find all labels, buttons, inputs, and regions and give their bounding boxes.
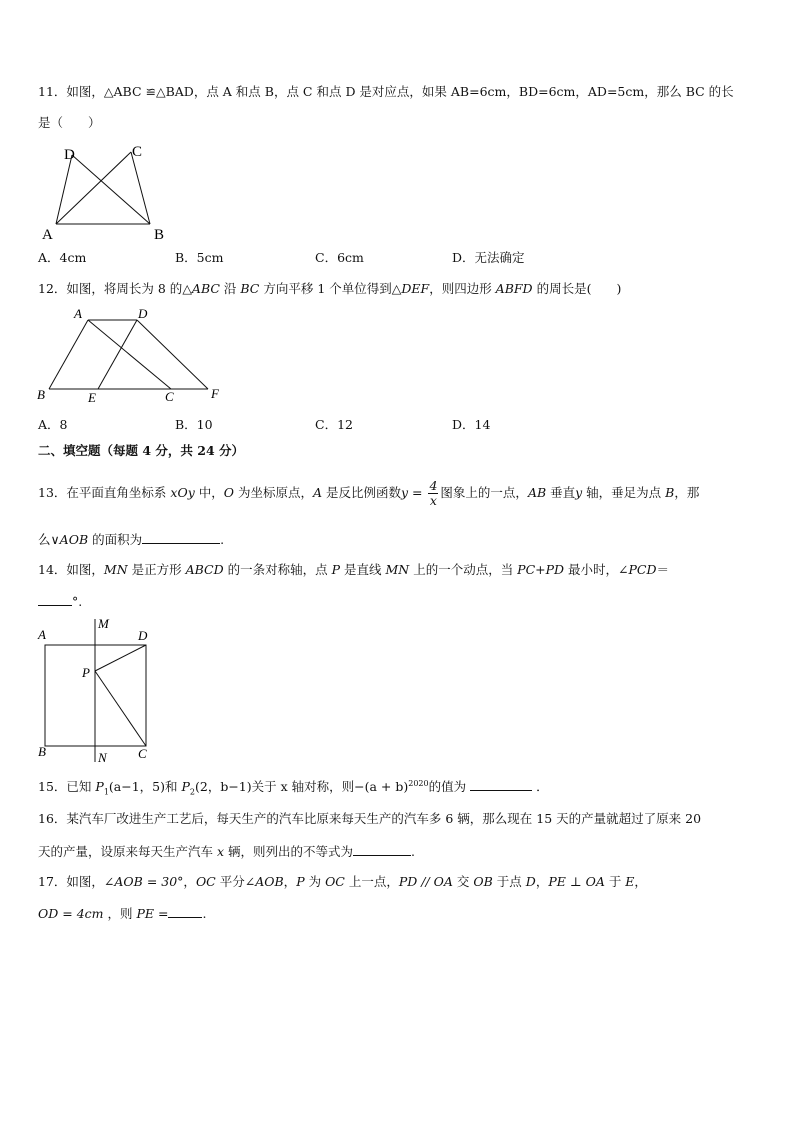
q17-stem-line1: 17．如图，∠AOB = 30°，OC 平分∠AOB，P 为 OC 上一点，PD // OA 交 OB 于点 D，PE ⊥ OA 于 E，	[38, 874, 647, 889]
label-c: C	[165, 389, 174, 404]
q12-option-d[interactable]: D．14	[452, 417, 491, 432]
segment-pc	[95, 671, 146, 746]
fraction-4-over-x: $\frac{4}{x}$	[429, 478, 438, 508]
q14-stem-line2: °.	[38, 593, 82, 610]
segment-df	[137, 320, 208, 389]
q11-option-d[interactable]: D．无法确定	[452, 250, 525, 265]
q14-stem-line1: 14．如图，MN 是正方形 ABCD 的一条对称轴，点 P 是直线 MN 上的一个动点，当 PC+PD 最小时，∠PCD＝	[38, 562, 670, 577]
q16-answer-blank[interactable]	[353, 843, 411, 856]
segment-bd	[72, 155, 150, 224]
q14-answer-blank[interactable]	[38, 593, 72, 606]
q13-stem-line2: 么∨AOB 的面积为 .	[38, 532, 225, 547]
q12-figure	[34, 304, 230, 406]
label-b: B	[154, 227, 165, 242]
label-m: M	[98, 616, 109, 631]
q11-option-a[interactable]: A．4cm	[38, 250, 87, 265]
q11-option-c[interactable]: C．6cm	[315, 250, 364, 265]
q17-stem-line2: OD = 4cm ，则 PE = .	[38, 906, 207, 921]
label-n: N	[98, 750, 107, 765]
q15-stem: 15．已知 $P_1(a-1$，5)和 $P_2(2$，b−1)关于 x 轴对称，则$-(a + b)^{2020}$的值为 ．	[38, 779, 549, 797]
label-f: F	[211, 386, 219, 401]
label-d: D	[64, 147, 75, 163]
label-a: A	[38, 627, 46, 642]
section-header: 二、填空题（每题 4 分，共 24 分）	[38, 443, 245, 458]
label-p: P	[82, 665, 90, 680]
segment-de	[98, 320, 137, 389]
segment-pd	[95, 645, 146, 671]
q15-answer-blank[interactable]	[470, 778, 532, 791]
q11-stem-line2: 是（ ）	[38, 115, 101, 130]
label-c: C	[138, 746, 147, 761]
label-e: E	[88, 390, 96, 405]
q12-option-b[interactable]: B．10	[175, 417, 213, 432]
segment-ad	[56, 155, 72, 224]
label-a: A	[74, 306, 82, 321]
label-a: A	[42, 227, 53, 242]
segment-bc	[131, 152, 150, 224]
label-b: B	[37, 387, 45, 402]
label-d: D	[138, 306, 148, 321]
q11-figure	[38, 140, 173, 242]
q12-option-a[interactable]: A．8	[38, 417, 68, 432]
label-b: B	[38, 744, 46, 759]
q13-answer-blank[interactable]	[142, 531, 220, 544]
q17-answer-blank[interactable]	[168, 905, 202, 918]
q12-option-c[interactable]: C．12	[315, 417, 353, 432]
segment-ac	[88, 320, 171, 389]
q12-stem: 12．如图，将周长为 8 的△ABC 沿 BC 方向平移 1 个单位得到△DEF，则四边形 ABFD 的周长是( )	[38, 281, 622, 296]
q14-figure	[34, 614, 162, 766]
label-c: C	[132, 144, 143, 160]
q11-option-b[interactable]: B．5cm	[175, 250, 224, 265]
q13-stem-line1: 13．在平面直角坐标系 xOy 中，O 为坐标原点，A 是反比例函数y = $\frac{4}{x}$ 图象上的一点，AB 垂直y 轴，垂足为点 B，那	[38, 478, 700, 508]
q11-stem-line1: 11．如图，△ABC ≌△BAD，点 A 和点 B，点 C 和点 D 是对应点，如果 AB=6cm，BD=6cm，AD=5cm，那么 BC 的长	[38, 84, 734, 99]
label-d: D	[138, 628, 148, 643]
segment-ab	[49, 320, 88, 389]
q16-stem-line1: 16．某汽车厂改进生产工艺后，每天生产的汽车比原来每天生产的汽车多 6 辆，那么现在 15 天的产量就超过了原来 20	[38, 811, 702, 826]
q16-stem-line2: 天的产量，设原来每天生产汽车 x 辆，则列出的不等式为 .	[38, 844, 416, 859]
